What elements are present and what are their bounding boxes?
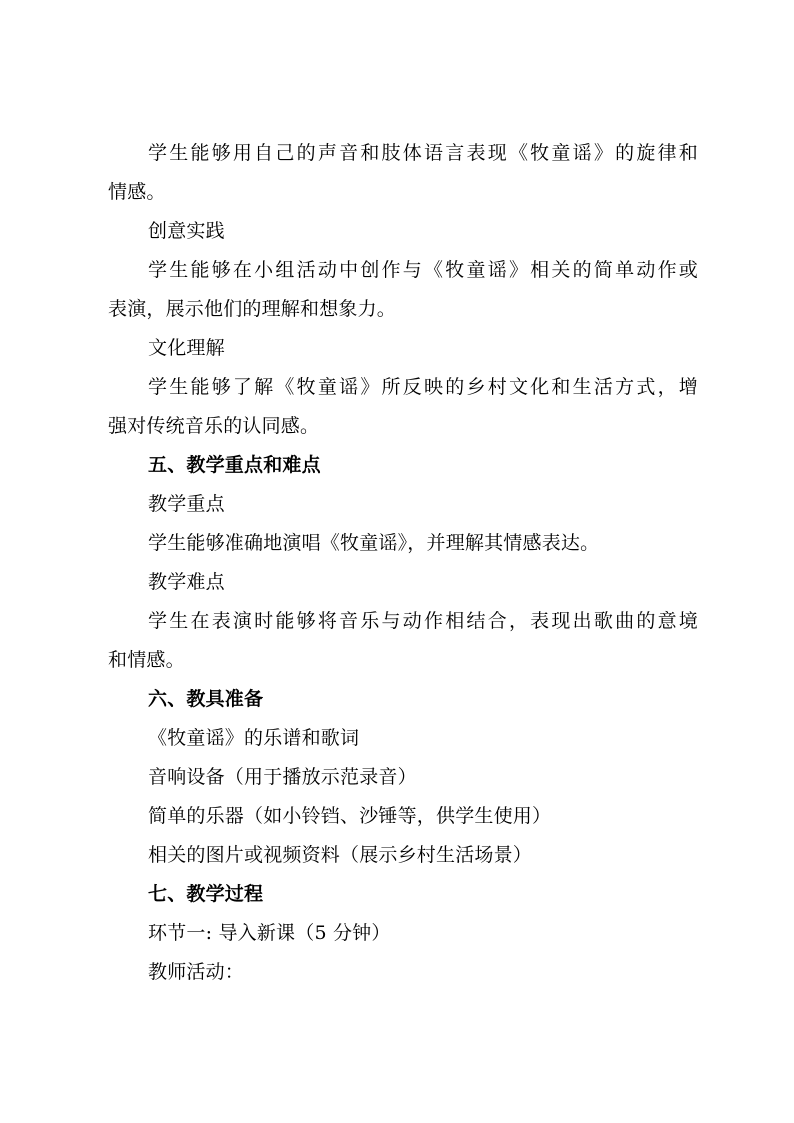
paragraph-line: 学生能够在小组活动中创作与《牧童谣》相关的简单动作或 (148, 259, 698, 281)
section-heading-teaching-aids: 六、教具准备 (148, 688, 264, 710)
paragraph-line: 学生在表演时能够将音乐与动作相结合，表现出歌曲的意境 (148, 610, 698, 632)
paragraph-line: 表演，展示他们的理解和想象力。 (108, 298, 397, 320)
section-heading-teaching-process: 七、教学过程 (148, 883, 264, 905)
list-item: 音响设备（用于播放示范录音） (148, 766, 417, 788)
subheading-teaching-difficulty: 教学难点 (148, 571, 225, 593)
document-body (108, 134, 698, 992)
subheading-teaching-focus: 教学重点 (148, 493, 225, 515)
list-item: 《牧童谣》的乐谱和歌词 (148, 727, 360, 749)
list-item: 相关的图片或视频资料（展示乡村生活场景） (148, 844, 533, 866)
list-item: 简单的乐器（如小铃铛、沙锤等，供学生使用） (148, 805, 552, 827)
paragraph-line: 强对传统音乐的认同感。 (108, 415, 320, 437)
subheading-cultural-understanding: 文化理解 (148, 337, 225, 359)
section-heading-key-points: 五、教学重点和难点 (148, 454, 321, 476)
paragraph-line: 学生能够准确地演唱《牧童谣》，并理解其情感表达。 (148, 532, 600, 554)
subheading-step-one: 环节一: 导入新课（5 分钟） (148, 922, 391, 944)
paragraph-line: 和情感。 (108, 649, 185, 671)
subheading-teacher-activity: 教师活动： (148, 961, 245, 983)
paragraph-line: 学生能够了解《牧童谣》所反映的乡村文化和生活方式，增 (148, 376, 698, 398)
paragraph-line: 学生能够用自己的声音和肢体语言表现《牧童谣》的旋律和 (148, 142, 698, 164)
subheading-creative-practice: 创意实践 (148, 220, 225, 242)
paragraph-line: 情感。 (108, 181, 166, 203)
